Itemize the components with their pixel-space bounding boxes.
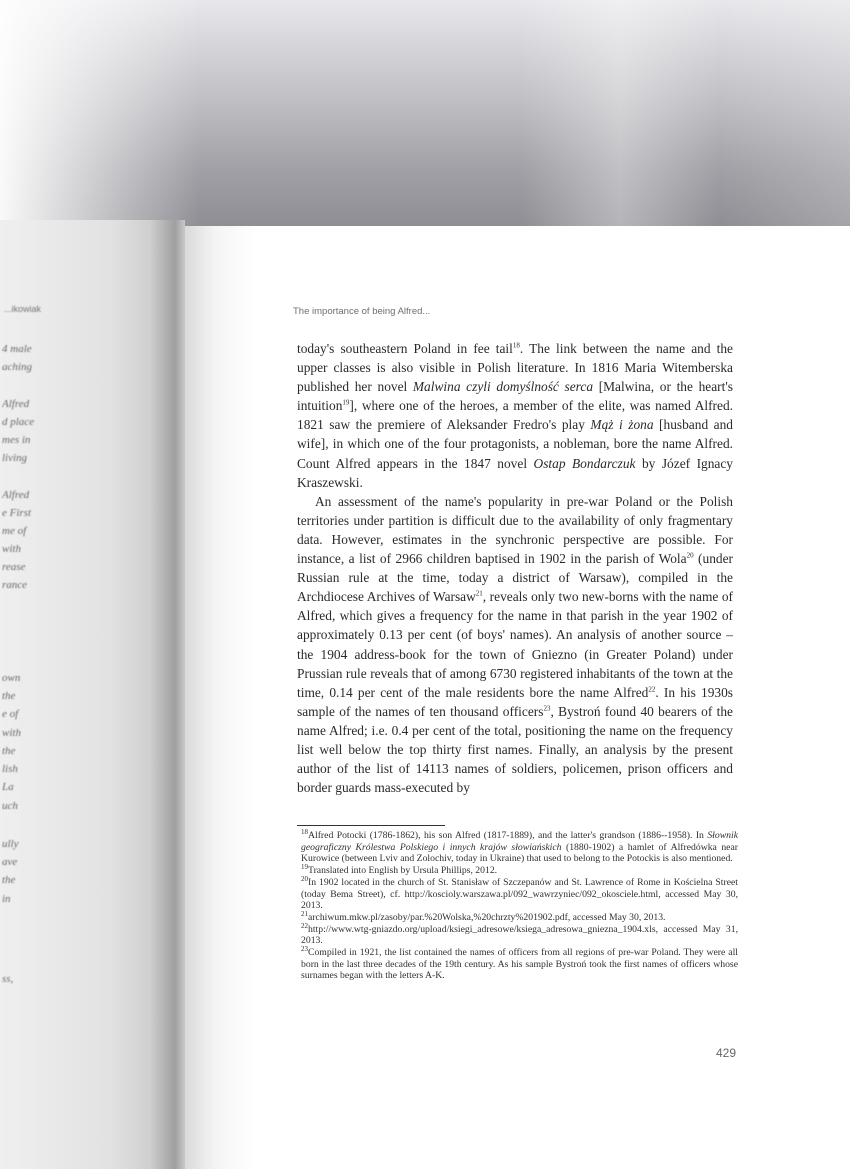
text-run: by Józef Ignacy Kraszewski.	[297, 455, 734, 490]
scan-shadow-top	[0, 0, 850, 232]
running-header: The importance of being Alfred...	[293, 306, 431, 317]
paragraph-2	[297, 492, 733, 798]
text-run: ], where one of the heroes, a member of the elite, was named Alfred. 1821 saw the premiere of Aleksander Fredro's play	[297, 398, 733, 433]
footnote-23	[301, 944, 738, 982]
facing-page-fragment: rance	[2, 579, 28, 591]
footnote-text: Translated into English by Ursula Phillips, 2012.	[308, 865, 498, 877]
footnote-text: (1880-1902) a hamlet of Alfredówka near Kurowice (between Lviv and Zolochiv, today in Ukraine) that used to belong to the Potockis is also mentioned.	[301, 841, 738, 865]
footnote-ref: 19	[342, 398, 350, 407]
footnote-22	[301, 921, 738, 947]
footnote-number: 23	[301, 944, 308, 953]
facing-page-fragment: in	[2, 893, 11, 905]
facing-page-header: ...ikowiak	[4, 304, 42, 314]
footnote-number: 21	[301, 909, 308, 918]
facing-page-fragment: Alfred	[2, 398, 30, 410]
text-run: . The link between the name and the upper classes is also visible in Polish literature. In 1816 Maria Witemberska published her novel	[297, 341, 733, 395]
footnotes	[301, 827, 738, 982]
facing-page-fragment: lish	[2, 763, 18, 775]
footnote-21	[301, 909, 738, 924]
facing-page-fragment: ss,	[2, 973, 14, 985]
facing-page-fragment: mes in	[2, 434, 31, 446]
footnote-ref: 20	[686, 551, 694, 560]
body-text	[297, 339, 733, 797]
italic-title: Słownik geograficzny Królestwa Polskiego i innych krajów słowiańskich	[301, 830, 738, 853]
facing-page-fragment: living	[2, 452, 28, 464]
footnote-number: 20	[301, 874, 308, 883]
footnote-ref: 21	[475, 589, 483, 598]
facing-page-fragment: rease	[2, 561, 26, 573]
facing-page-fragment: 4 male	[2, 343, 32, 355]
facing-page-fragment: La	[2, 781, 14, 793]
facing-page-fragment: the	[2, 874, 16, 886]
italic-title: Ostap Bondarczuk	[533, 455, 636, 471]
footnote-text: Compiled in 1921, the list contained the names of officers from all regions of pre-war Poland. They were all born in the last three decades of the 19th century. As his sample Bystroń took the first names of officers whose surnames began with the letters A-K.	[301, 947, 738, 982]
text-run: [Malwina, or the heart's intuition	[297, 379, 733, 414]
facing-page-fragment: ully	[2, 838, 19, 850]
italic-title: Mąż i żona	[590, 417, 654, 433]
footnote-text: http://www.wtg-gniazdo.org/upload/ksiegi_adresowe/ksiega_adresowa_gniezna_1904.xls, accessed May 31, 2013.	[301, 923, 738, 947]
facing-page-fragment: the	[2, 745, 16, 757]
footnote-separator	[297, 825, 445, 826]
footnote-ref: 23	[543, 704, 551, 713]
facing-page-fragment: d place	[2, 416, 35, 428]
facing-page-fragment: e of	[2, 708, 19, 720]
text-run: An assessment of the name's popularity in pre-war Poland or the Polish territories under partition is difficult due to the availability of only fragmentary data. However, estimates in the synchronic perspective are possible. For instance, a list of 2966 children baptised in 1902 in the parish of Wola	[297, 493, 733, 567]
footnote-ref: 18	[512, 341, 520, 350]
footnote-19	[301, 862, 738, 877]
italic-title: Malwina czyli domyślność serca	[412, 379, 594, 395]
facing-page-fragment: aching	[2, 361, 32, 373]
footnote-text: archiwum.mkw.pl/zasoby/par.%20Wolska,%20chrzty%201902.pdf, accessed May 30, 2013.	[308, 911, 666, 923]
facing-page-fragment: ave	[2, 856, 18, 868]
facing-page-fragment: me of	[2, 525, 27, 537]
facing-page-fragment: with	[2, 727, 21, 739]
facing-page-fragment: e First	[2, 507, 32, 519]
text-run: , reveals only two new-borns with the name of Alfred, which gives a frequency for the name in that parish in the year 1902 of approximately 0.13 per cent (of boys' names). An analysis of another source – the 1904 address-book for the town of Gniezno (in Greater Poland) under Prussian rule reveals that of among 6730 registered inhabitants of the town at the time, 0.14 per cent of the male residents bore the name Alfred	[297, 589, 733, 700]
facing-page-fragment: own	[2, 672, 21, 684]
text-run: , Bystroń found 40 bearers of the name Alfred; i.e. 0.4 per cent of the total, positioning the name on the frequency list well below the top thirty first names. Finally, an analysis by the present author of the list of 14113 names of soldiers, policemen, prison officers and border guards mass-executed by	[297, 703, 733, 796]
facing-page-fragment: with	[2, 543, 21, 555]
footnote-text: In 1902 located in the church of St. Stanisław of Szczepanów and St. Lawrence of Rome in Kościelna Street (today Bema Street), cf. http://koscioly.warszawa.pl/092_wawrzyniec/092_okosciele.html, accessed May 30, 2013.	[301, 876, 738, 912]
text-run: [husband and wife], in which one of the four protagonists, a nobleman, bore the name Alfred. Count Alfred appears in the 1847 novel	[297, 417, 733, 471]
paragraph-1	[297, 339, 733, 492]
facing-page-fragment: uch	[2, 800, 18, 812]
footnote-ref: 22	[648, 685, 656, 694]
text-run: . In his 1930s sample of the names of ten thousand officers	[297, 684, 733, 719]
text-run: today's southeastern Poland in fee tail	[297, 341, 513, 356]
page-number: 429	[716, 1046, 737, 1060]
footnote-number: 18	[301, 827, 308, 836]
text-run: (under Russian rule at the time, today a district of Warsaw), compiled in the Archdiocese Archives of Warsaw	[297, 551, 733, 605]
facing-page-fragment: Alfred	[2, 489, 30, 501]
footnote-20	[301, 874, 738, 912]
footnote-number: 19	[301, 862, 308, 871]
footnote-number: 22	[301, 921, 308, 930]
facing-page-fragment: the	[2, 690, 16, 702]
footnote-18	[301, 827, 738, 865]
footnote-text: Alfred Potocki (1786-1862), his son Alfred (1817-1889), and the latter's grandson (1886--1958). In	[308, 830, 708, 841]
